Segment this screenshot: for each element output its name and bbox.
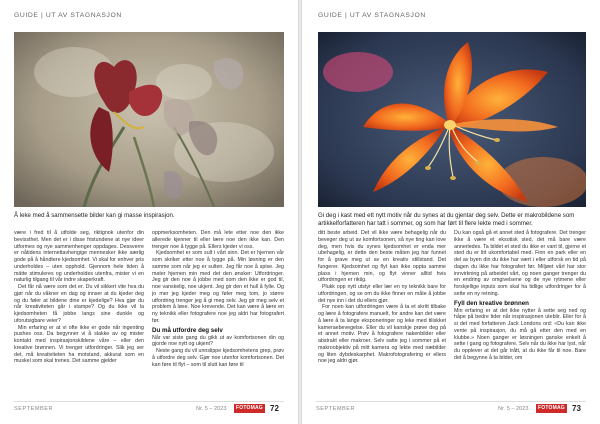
paragraph: Min erfaring er at vi ofte ikke er gode når ingenting pushes oss. Da begynner vi å slakke av og mister kontakt med inspirasjonskildene våre – eller den kreative brønnen. Vi trenger utfordringer. Slik jeg ser det, må kreativiteten ha motstand, akkurat som en muskel som skal trenes. Det samme gjelder (14, 324, 144, 365)
right-page (302, 0, 600, 424)
footer-month: SEPTEMBER (14, 406, 54, 412)
footer-issue: Nr. 5 – 2023 (196, 406, 227, 412)
paragraph: Kjedsomhet er som sult i vårt sinn. Det er hjernen vår som skriker etter noe å tygge på. Min løsning er den samme som når jeg er sulten. Jeg får noe å spise. Jeg mater hjernen min med det den ønsker: Utfordringer. Jeg gir den noe å jobbe med som den ikke er god til, noe vanskelig, noe ukjent. Jeg gir den et hull å fylle. Og jo mer jeg kjeder meg og føler meg tom, jo større utfordring trenger jeg å gi meg selv. Jeg gir meg selv et problem å løse. Noe krevende. Det kan være å lære en ny teknikk eller fotografere noe jeg aldri har fotografert før. (152, 250, 284, 324)
page-number: 73 (572, 404, 581, 413)
footer-issue: Nr. 5 – 2023 (498, 406, 529, 412)
dried-tulips-photo (14, 32, 284, 207)
text-column-2 (454, 230, 586, 362)
paragraph: Når var siste gang du gikk ut av komfortsonen din og gjorde noe nytt og ukjent? (152, 334, 284, 348)
footer-month: SEPTEMBER (316, 406, 356, 412)
section-heading: Du må utfordre deg selv (152, 326, 223, 334)
section-heading: Fyll den kreative brønnen (454, 299, 529, 307)
running-header: GUIDE | UT AV STAGNASJON (14, 12, 122, 19)
page-number: 72 (270, 404, 279, 413)
text-column-1 (318, 230, 446, 365)
text-column-1 (14, 230, 144, 365)
paragraph: oppmerksomheten. Den må lete etter noe den ikke allerede kjenner til eller lære noe den ikke kan. Den trenger noe å tygge på. Ellers kjeder vi oss. (152, 230, 284, 250)
paragraph: Min erfaring er at det ikke nytter å sette seg ned og håpe på bedre tider når inspirasjonen uteblir. Eller for å si det med forfatteren Jack Londons ord: «Du kan ikke vente på inspirasjon, du må gå etter den med en klubbe.» Noen ganger er løsningen ganske enkelt å sette i gang og fotografere. Selv når du ikke har lyst, når du opplever at det går trått, at du ikke får til noe. Bare det å begynne å ta bilder, om (454, 307, 586, 361)
photo-caption: Gi deg i kast med ett nytt motiv når du synes at du gjentar deg selv. Dette er makrobildene som artikkelforfatteren har tatt i sommer, og som har ført til flere lekte med i sommer. (318, 212, 575, 227)
paragraph: ditt beste arbeid. Det vil ikke være behagelig når du beveger deg ut av komfortsonen, så nye ting kan love deg, men hvis du synes kjedsomhet er enda mer ubehagelig, er dette den beste måten jeg har funnet for å grave meg ut av en kreativ stillstand. Det fungerer. Kjedsomhet og flyt kan ikke oppta samme plass i hjernen min, og flyt vinner alltid hvis utfordringen er riktig. (318, 230, 446, 284)
dried-tulips-illustration (14, 32, 284, 207)
page-footer (0, 404, 298, 418)
paragraph: Plukk opp nytt utstyr eller lær en ny teknikk bare for utfordringen, og se om du ikke finner en måte å jobbe det nye inn i det du ellers gjør. (318, 284, 446, 304)
text-column-2 (152, 230, 284, 368)
magazine-logo: FOTOMAG (236, 405, 263, 411)
footer-rule (14, 401, 284, 402)
paragraph: være i fred til å utfolde seg, riktignok utenfor din bevissthet. Men det er i disse fristundene at nye ideer utformes og nye sammenhenger oppdages. Dessverre er nåtidens internettavhengige mennesker ikke særlig gode på å håndtere kjedsomhet. Vi skal for enhver pris underholdes – uten opphold. Gjennom hele tiden å mätte stimuleres og underholdes utenfra, mister vi en naturlig tilgang til vår indre skaperkraft. (14, 230, 144, 284)
paragraph: Du kan også gå et annet sted å fotografere. Det trenger ikke å være et eksotisk sted, det må bare være annerledes. Ta bildet et sted du ikke er vant til, gjerne et sted du er litt ukomfortabel med. Finn en park eller en del av byen din du ikke har vært i eller utforsk en tid på dagen du ikke har fotografert før. Miljøet vårt har stor innvirkning på arbeidet vårt, og noen ganger trenger du en endring av omgivelsene og de nye rytmene eller forskjellige inputs som skal ha tidlige utfordringer for å sette en ny retning. (454, 230, 586, 297)
macro-lily-illustration (318, 32, 586, 207)
photo-caption: Å leke med å sammensette bilder kan gi masse inspirasjon. (14, 212, 175, 219)
paragraph: Neste gang du vil unnslippe kjedsomhetens grep, prøv å utfordre deg selv. Gjør noe utenfor komfortsonen. Det kan føre til flyt – som til slutt kan føre til (152, 348, 284, 368)
running-header: GUIDE | UT AV STAGNASJON (318, 12, 426, 19)
macro-lily-photo (318, 32, 586, 207)
left-page (0, 0, 298, 424)
page-footer (302, 404, 600, 418)
magazine-logo: FOTOMAG (538, 405, 565, 411)
paragraph: For noen kan utfordringen være å ta et skritt tilbake og lære å fotografere manuelt, for andre kan det være å lære å ta lange eksponeringer og leke med tiliskket kameraebevegelse. Eller du vil kanskje prøve deg på et annet motiv. Prøv å fotografere nakenbilder eller abstrakt eller makroer. Selv satte jeg i sommer på et makroobjektiv på mitt kamera og lekte med næbilder og liten dybdeskarphet. Makrofotografering er ellers noe jeg aldri gjør. (318, 304, 446, 365)
paragraph: Det får nå være som det er. Du vil sikkert vite hva du gjør når du våkner en dag og innser at du kjeder deg og du føler at bildene dine er kjedelige? Hva gjør du når kreativiteten går i stampe? Og du ikke vil la kjedsomheten få jobbe langs sine dunkle og uforutsigbare veier? (14, 284, 144, 324)
footer-rule (316, 401, 586, 402)
